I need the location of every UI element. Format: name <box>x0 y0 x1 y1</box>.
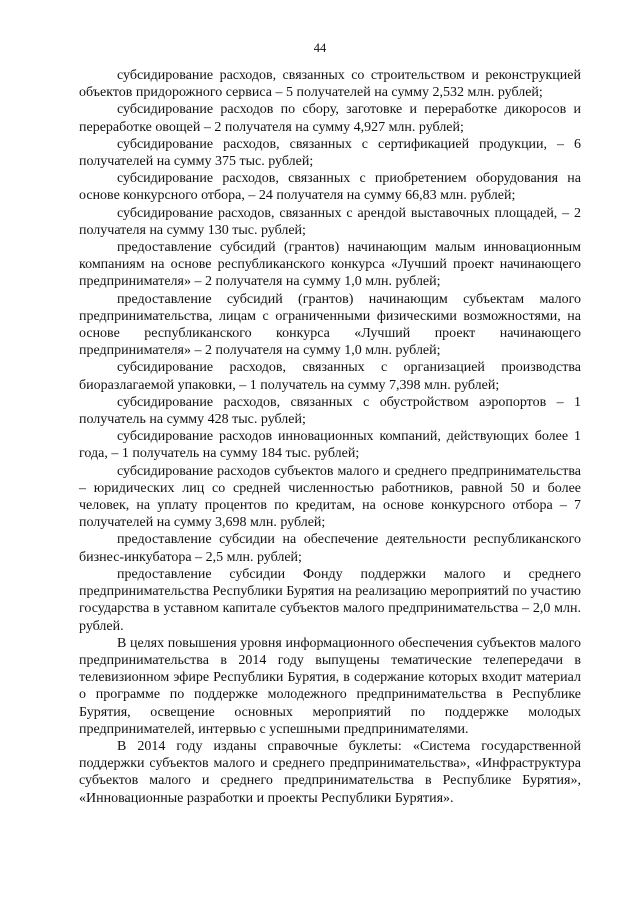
paragraph-loan-interest-subsidy: субсидирование расходов субъектов малого и среднего предпринимательства – юридических лиц со средней численностью работников, равной 50 и более человек, на уплату процентов по кредитам, на основе конкурсного отбора – 7 получателей на сумму 3,698 млн. рублей; <box>79 463 581 531</box>
paragraph-business-incubator-subsidy: предоставление субсидии на обеспечение деятельности республиканского бизнес-инкубатора – 2,5 млн. рублей; <box>79 532 581 565</box>
page-number: 44 <box>313 41 327 55</box>
paragraph-innovation-grants: предоставление субсидий (грантов) начинающим малым инновационным компаниям на основе республиканского конкурса «Лучший проект начинающего предпринимателя» – 2 получателя на сумму 1,0 млн. рублей; <box>79 240 581 290</box>
paragraph-equipment-subsidy: субсидирование расходов, связанных с приобретением оборудования на основе конкурсного отбора, – 24 получателя на сумму 66,83 млн. рублей; <box>79 171 581 204</box>
paragraph-certification-subsidy: субсидирование расходов, связанных с сертификацией продукции, – 6 получателей на сумму 375 тыс. рублей; <box>79 136 581 170</box>
paragraph-reference-booklets: В 2014 году изданы справочные буклеты: «Система государственной поддержки субъектов малого и среднего предпринимательства», «Инфраструктура субъектов малого и среднего предпринимательства в Республике Бурятия», «Инновационные разработки и проекты Республики Бурятия». <box>79 738 581 806</box>
paragraph-airport-subsidy: субсидирование расходов, связанных с обустройством аэропортов – 1 получатель на сумму 428 тыс. рублей; <box>79 394 581 428</box>
paragraph-information-support: В целях повышения уровня информационного обеспечения субъектов малого предпринимательства в 2014 году выпущены тематические телепередачи в телевизионном эфире Республики Бурятия, в содержание которых входит материал о программе по поддержке молодежного предпринимательства в Республике Бурятия, освещение основных мероприятий по поддержке молодых предпринимателей, интервью с успешными предпринимателями. <box>79 635 581 737</box>
paragraph-wild-plants-processing-subsidy: субсидирование расходов по сбору, заготовке и переработке дикоросов и переработке овощей – 2 получателя на сумму 4,927 млн. рублей; <box>79 102 581 135</box>
paragraph-innovative-companies-subsidy: субсидирование расходов инновационных компаний, действующих более 1 года, – 1 получатель на сумму 184 тыс. рублей; <box>79 429 581 462</box>
paragraph-packaging-subsidy: субсидирование расходов, связанных с организацией производства биоразлагаемой упаковки, – 1 получатель на сумму 7,398 млн. рублей; <box>79 360 581 393</box>
paragraph-exhibition-rent-subsidy: субсидирование расходов, связанных с арендой выставочных площадей, – 2 получателя на сумму 130 тыс. рублей; <box>79 205 581 238</box>
body-text <box>79 67 581 807</box>
paragraph-support-fund-subsidy: предоставление субсидии Фонду поддержки малого и среднего предпринимательства Республики Бурятия на реализацию мероприятий по участию государства в уставном капитале субъектов малого предпринимательства – 2,0 млн. рублей. <box>79 566 581 634</box>
paragraph-roadside-service-subsidy: субсидирование расходов, связанных со строительством и реконструкцией объектов придорожного сервиса – 5 получателей на сумму 2,532 млн. рублей; <box>79 68 581 101</box>
paragraph-disability-grants: предоставление субсидий (грантов) начинающим субъектам малого предпринимательства, лицам с ограниченными физическими возможностями, на основе республиканского конкурса «Лучший проект начинающего предпринимателя» – 2 получателя на сумму 1,0 млн. рублей; <box>79 291 581 359</box>
